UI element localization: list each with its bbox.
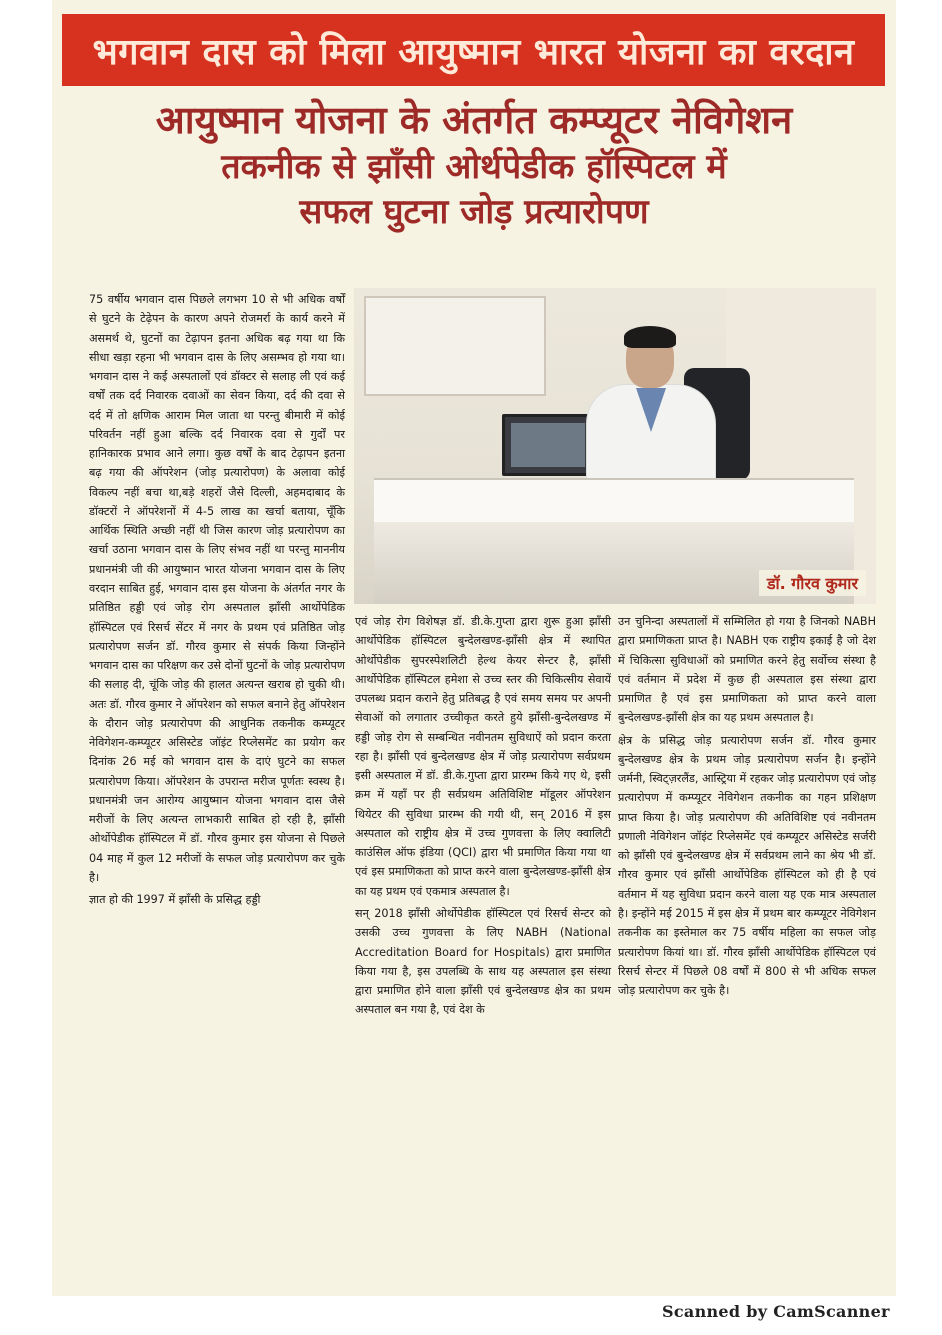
column-2-paragraph-2: सन् 2018 झाँसी ओर्थोपेडीक हॉस्पिटल एवं रिसर्च सेन्टर को उसकी उच्च गुणवत्ता के लिए NABH (National Accreditation Board for Hospitals) द्वारा प्रमाणित किया गया है, इस उपलब्धि के साथ यह अस्पताल इस संस्था द्वारा प्रमाणित होने वाला झाँसी एवं बुन्देलखण्ड क्षेत्र का प्रथम अस्पताल बन गया है, एवं देश के [355, 906, 611, 1017]
photo-monitor [502, 414, 594, 476]
photo-doctor-hair [624, 326, 676, 348]
column-1-paragraph-2: ज्ञात हो की 1997 में झाँसी के प्रसिद्ध हड्डी [89, 893, 261, 907]
article-column-2 [355, 612, 611, 1023]
column-3-paragraph-2: क्षेत्र के प्रसिद्ध जोड़ प्रत्यारोपण सर्जन डॉ. गौरव कुमार बुन्देलखण्ड क्षेत्र के प्रथम जोड़ प्रत्यारोपण सर्जन है। इन्होंने जर्मनी, स्विट्ज़रलैंड, आस्ट्रिया में रहकर जोड़ प्रत्यारोपण एवं जोड़ प्रत्यारोपण में कम्प्यूटर नेविगेशन तकनीक का गहन प्रशिक्षण प्राप्त किया है। जोड़ प्रत्यारोपण की अतिविशिष्ट एवं नवीनतम प्रणाली नेविगेशन जॉइंट रिप्लेसमेंट एवं कम्प्यूटर असिस्टेड सर्जरी को झाँसी एवं बुन्देलखण्ड क्षेत्र में सर्वप्रथम लाने का श्रेय भी डॉ. गौरव कुमार एवं झाँसी आर्थोपेडिक हॉस्पिटल को ही है एवं वर्तमान में यह सुविधा प्रदान करने वाला यह एक मात्र अस्पताल है। इन्होंने मई 2015 में इस क्षेत्र में प्रथम बार कम्प्यूटर नेविगेशन तकनीक का इस्तेमाल कर 75 वर्षीय महिला का सफल जोड़ प्रत्यारोपण कियां था। डॉ. गौरव झाँसी आर्थोपेडिक हॉस्पिटल एवं रिसर्च सेन्टर में पिछले 08 वर्षों में 800 से भी अधिक सफल जोड़ प्रत्यारोपण कर चुके है। [618, 733, 876, 998]
column-3-paragraph-1: उन चुनिन्दा अस्पतालों में सम्मिलित हो गया है जिनको NABH द्वारा प्रमाणिकता प्राप्त है। NABH एक राष्ट्रीय इकाई है जो देश में चिकित्सा सुविधाओं को प्रमाणित करने हेतु सर्वोच्च संस्था है एवं वर्तमान में प्रदेश में कुछ ही अस्पताल इस संस्था द्वारा प्रमाणित है एवं इस प्रमाणिकता को प्राप्त करने वाला बुन्देलखण्ड-झाँसी क्षेत्र का यह प्रथम अस्पताल है। [618, 615, 876, 725]
column-1-paragraph-1: 75 वर्षीय भगवान दास पिछले लगभग 10 से भी अधिक वर्षों से घुटने के टेढ़ेपन के कारण अपने रोजमर्रा के कार्य करने में असमर्थ थे, घुटनों का टेढ़ापन इतना अधिक बढ़ गया था कि सीधा खड़ा रहना भी भगवान दास के लिए असम्भव हो गया था। भगवान दास ने कई अस्पतालों एवं डॉक्टर से सलाह ली एवं कई वर्षों तक दर्द निवारक दवाओं का सेवन किया, दर्द की दवा से दर्द में तो क्षणिक आराम मिल जाता था परन्तु बीमारी में कोई परिवर्तन नहीं हुआ बल्कि दर्द निवारक दवा से गुर्दों पर हानिकारक प्रभाव आने लगा। कुछ वर्षों के बाद टेढ़ापन इतना बढ़ गया की ऑपरेशन (जोड़ प्रत्यारोपण) के अलावा कोई विकल्प नहीं बचा था,बड़े शहरों जैसे दिल्ली, अहमदाबाद के डॉक्टरों ने ऑपरेशनों में 4-5 लाख का खर्चा बताया, चूँकि आर्थिक स्थिति अच्छी नहीं थी जिस कारण जोड़ प्रत्यारोपण का खर्चा उठाना भगवान दास के लिए संभव नहीं था परन्तु माननीय प्रधानमंत्री जी की आयुष्मान भारत योजना भगवान दास के लिए वरदान साबित हुई, भगवान दास इस योजना के अंतर्गत नगर के प्रतिष्ठित हड्डी एवं जोड़ रोग अस्पताल झाँसी आर्थोपेडिक हॉस्पिटल एवं रिसर्च सेंटर में नगर के प्रथम एवं प्रतिष्ठित जोड़ प्रत्यारोपण सर्जन डॉ. गौरव कुमार से संपर्क किया जिन्होंने भगवान दास का परिक्षण कर उसे दोनों घुटनों के जोड़ प्रत्यारोपण की सलाह दी, चूंकि जोड़ की हालत अत्यन्त खराब हो चुकी थी।अतः डॉ. गौरव कुमार ने ऑपरेशन को सफल बनाने हेतु ऑपरेशन के दौरान जोड़ प्रत्यारोपण की आधुनिक तकनीक कम्प्यूटर नेविगेशन-कम्प्यूटर असिस्टेड जॉइंट रिप्लेसमेंट का प्रयोग कर दिनांक 26 मई को भगवान दास के दाएं घुटने का सफल प्रत्यारोपण किया। ऑपरेशन के उपरान्त मरीज पूर्णतः स्वस्थ है। प्रधानमंत्री जन आरोग्य आयुष्मान योजना भगवान दास जैसे मरीजों के लिए अत्यन्त लाभकारी साबित हो रही है, झाँसी ओर्थोपेडीक हॉस्पिटल में डॉ. गौरव कुमार इस योजना से पिछले 04 माह में कुल 12 मरीजों के सफल जोड़ प्रत्यारोपण कर चुके है। [89, 293, 345, 884]
headline-line-3: सफल घुटना जोड़ प्रत्यारोपण [299, 191, 649, 232]
column-2-paragraph-1: एवं जोड़ रोग विशेषज्ञ डॉ. डी.के.गुप्ता द्वारा शुरू हुआ झाँसी आर्थोपेडिक हॉस्पिटल बुन्देलखण्ड-झाँसी क्षेत्र में स्थापित ओर्थोपेडीक सुपरस्पेशलिटी हेल्थ केयर सेन्टर है, झाँसी आर्थोपेडिक हॉस्पिटल हमेशा से उच्च स्तर की चिकित्सीय सेवायें उपलब्ध प्रदान कराने हेतु प्रतिबद्ध है एवं समय समय पर अपनी सेवाओं को लगातार उच्चीकृत करते हुये झाँसी-बुन्देलखण्ड में हड्डी जोड़ रोग से सम्बन्धित नवीनतम सुविधाऐं को प्रदान करता रहा है। झाँसी एवं बुन्देलखण्ड क्षेत्र में जोड़ प्रत्यारोपण सर्वप्रथम इसी अस्पताल में डॉ. डी.के.गुप्ता द्वारा प्रारम्भ किये गए थे, इसी क्रम में यहाँ पर ही सर्वप्रथम अतिविशिष्ट मॉडूलर ऑपरेशन थियेटर की सुविधा प्रारम्भ की गयी थी, सन् 2016 में इस अस्पताल को राष्ट्रीय क्षेत्र में उच्च गुणवत्ता के लिए क्वालिटी काउंसिल ऑफ इंडिया (QCI) द्वारा भी प्रमाणित किया गया था एवं इस प्रमाणिकता को प्राप्त करने वाला बुन्देलखण्ड-झाँसी क्षेत्र का यह प्रथम एवं एकमात्र अस्पताल है। [355, 615, 611, 898]
main-headline [52, 92, 896, 234]
headline-line-2: तकनीक से झाँसी ओर्थपेडीक हॉस्पिटल में [221, 147, 727, 188]
photo-caption: डॉ. गौरव कुमार [759, 570, 866, 596]
banner-headline: भगवान दास को मिला आयुष्मान भारत योजना का वरदान [62, 14, 885, 86]
doctor-photo [354, 288, 876, 604]
photo-window [364, 296, 546, 396]
photo-desk [374, 478, 854, 524]
article-column-1 [89, 290, 345, 913]
newspaper-clipping [52, 0, 896, 1296]
article-column-3 [618, 612, 876, 1003]
headline-line-1: आयुष्मान योजना के अंतर्गत कम्प्यूटर नेविगेशन [155, 98, 793, 142]
scanner-watermark: Scanned by CamScanner [662, 1302, 890, 1321]
